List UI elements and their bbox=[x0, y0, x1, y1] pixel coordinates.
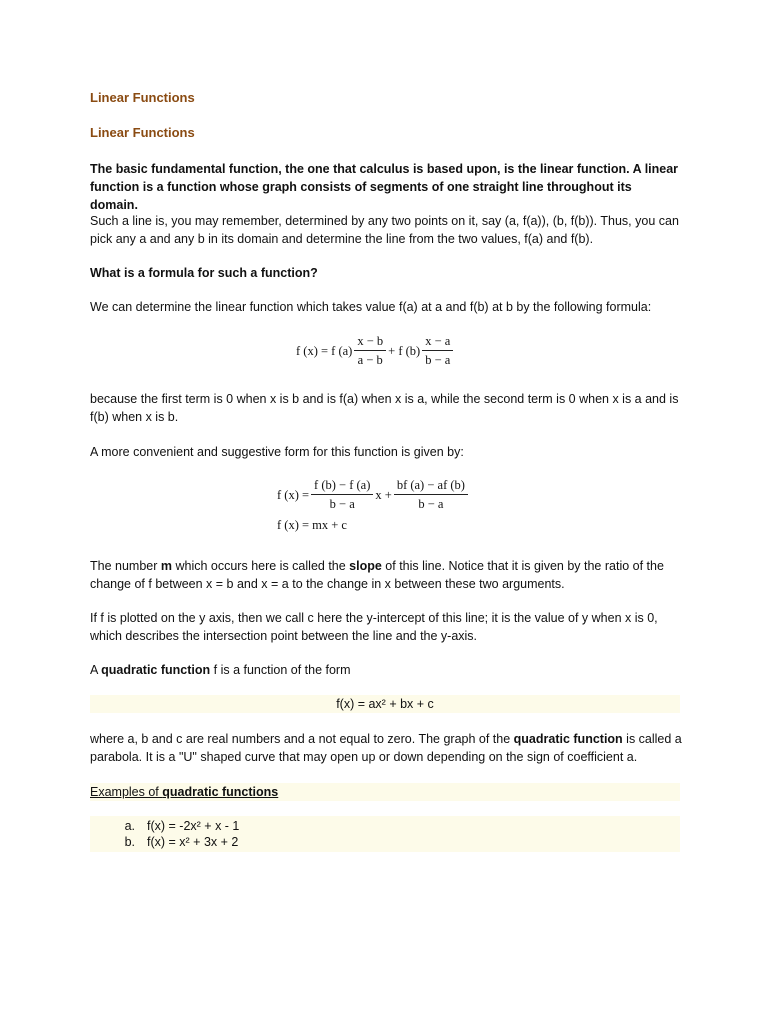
examples-heading bbox=[90, 783, 680, 801]
paragraph-quadratic-def bbox=[90, 661, 682, 679]
quad-text-2: f is a function of the form bbox=[210, 663, 351, 677]
eq1-frac1-numerator: x − b bbox=[354, 334, 386, 351]
eq2-x-plus: x + bbox=[375, 487, 392, 502]
equation-slope-intercept bbox=[277, 478, 470, 533]
examples-bold: quadratic functions bbox=[162, 785, 279, 799]
list-marker: a. bbox=[124, 819, 135, 833]
list-item-text: f(x) = -2x² + x - 1 bbox=[147, 819, 240, 833]
slope-text-1: The number bbox=[90, 559, 161, 573]
eq1-fraction-1 bbox=[354, 334, 386, 368]
paragraph-two-points: Such a line is, you may remember, determined by any two points on it, say (a, f(a)), (b, f(b)). Thus, you can pick any a and any b in its domain and determine the line from the two values, f(a) and f(b). bbox=[90, 214, 679, 246]
eq2-fraction-1 bbox=[311, 478, 373, 512]
formula-question: What is a formula for such a function? bbox=[90, 266, 318, 280]
term-quadratic-function-2: quadratic function bbox=[513, 732, 623, 746]
eq2-fraction-2 bbox=[394, 478, 468, 512]
eq2-frac2-numerator: bf (a) − af (b) bbox=[394, 478, 468, 495]
eq2-line2: f (x) = mx + c bbox=[277, 518, 347, 532]
examples-list bbox=[90, 816, 680, 852]
paragraph-parabola bbox=[90, 730, 682, 766]
term-slope: slope bbox=[349, 559, 382, 573]
examples-text: Examples of bbox=[90, 785, 163, 799]
list-item bbox=[90, 834, 680, 850]
eq1-frac2-denominator: b − a bbox=[425, 353, 451, 367]
eq1-frac1-denominator: a − b bbox=[357, 353, 383, 367]
eq2-lhs: f (x) = bbox=[277, 487, 310, 502]
slope-text-2: which occurs here is called the bbox=[172, 559, 350, 573]
paragraph-formula-intro: We can determine the linear function which takes value f(a) at a and f(b) at b by the following formula: bbox=[90, 300, 652, 314]
quadratic-formula: f(x) = ax² + bx + c bbox=[90, 695, 680, 713]
eq1-frac2-numerator: x − a bbox=[422, 334, 453, 351]
paragraph-slope bbox=[90, 557, 682, 593]
quad-text-1: A bbox=[90, 663, 102, 677]
list-item-text: f(x) = x² + 3x + 2 bbox=[147, 835, 239, 849]
page-title: Linear Functions bbox=[90, 90, 195, 105]
eq2-frac1-numerator: f (b) − f (a) bbox=[311, 478, 373, 495]
term-quadratic-function: quadratic function bbox=[101, 663, 211, 677]
list-item bbox=[90, 818, 680, 834]
paragraph-term-explanation: because the first term is 0 when x is b and is f(a) when x is a, while the second term is 0 when x is a and is f(b) when x is b. bbox=[90, 392, 679, 424]
eq1-middle: + f (b) bbox=[388, 343, 421, 358]
eq2-frac2-denominator: b − a bbox=[418, 497, 444, 511]
eq1-lhs: f (x) = f (a) bbox=[296, 343, 353, 358]
paragraph-y-intercept: If f is plotted on the y axis, then we call c here the y-intercept of this line; it is the value of y when x is 0, which describes the intersection point between the line and the y-axis. bbox=[90, 611, 658, 643]
parabola-text-2: is called a parabola. It is a "U" shaped curve that may open up or down depending on the sign of coefficient a. bbox=[90, 732, 682, 764]
parabola-text-1: where a, b and c are real numbers and a not equal to zero. The graph of the bbox=[90, 732, 514, 746]
term-m: m bbox=[160, 559, 172, 573]
intro-paragraph: The basic fundamental function, the one that calculus is based upon, is the linear function. A linear function is a function whose graph consists of segments of one straight line throughout its domain. bbox=[90, 162, 679, 212]
section-title: Linear Functions bbox=[90, 125, 195, 140]
equation-two-point-form bbox=[296, 334, 455, 368]
slope-text-3: of this line. Notice that it is given by the ratio of the change of f between x = b and x = a to the change in x between these two arguments. bbox=[90, 559, 664, 591]
eq2-frac1-denominator: b − a bbox=[329, 497, 355, 511]
eq1-fraction-2 bbox=[422, 334, 453, 368]
list-marker: b. bbox=[124, 835, 135, 849]
paragraph-convenient-form: A more convenient and suggestive form for this function is given by: bbox=[90, 445, 464, 459]
